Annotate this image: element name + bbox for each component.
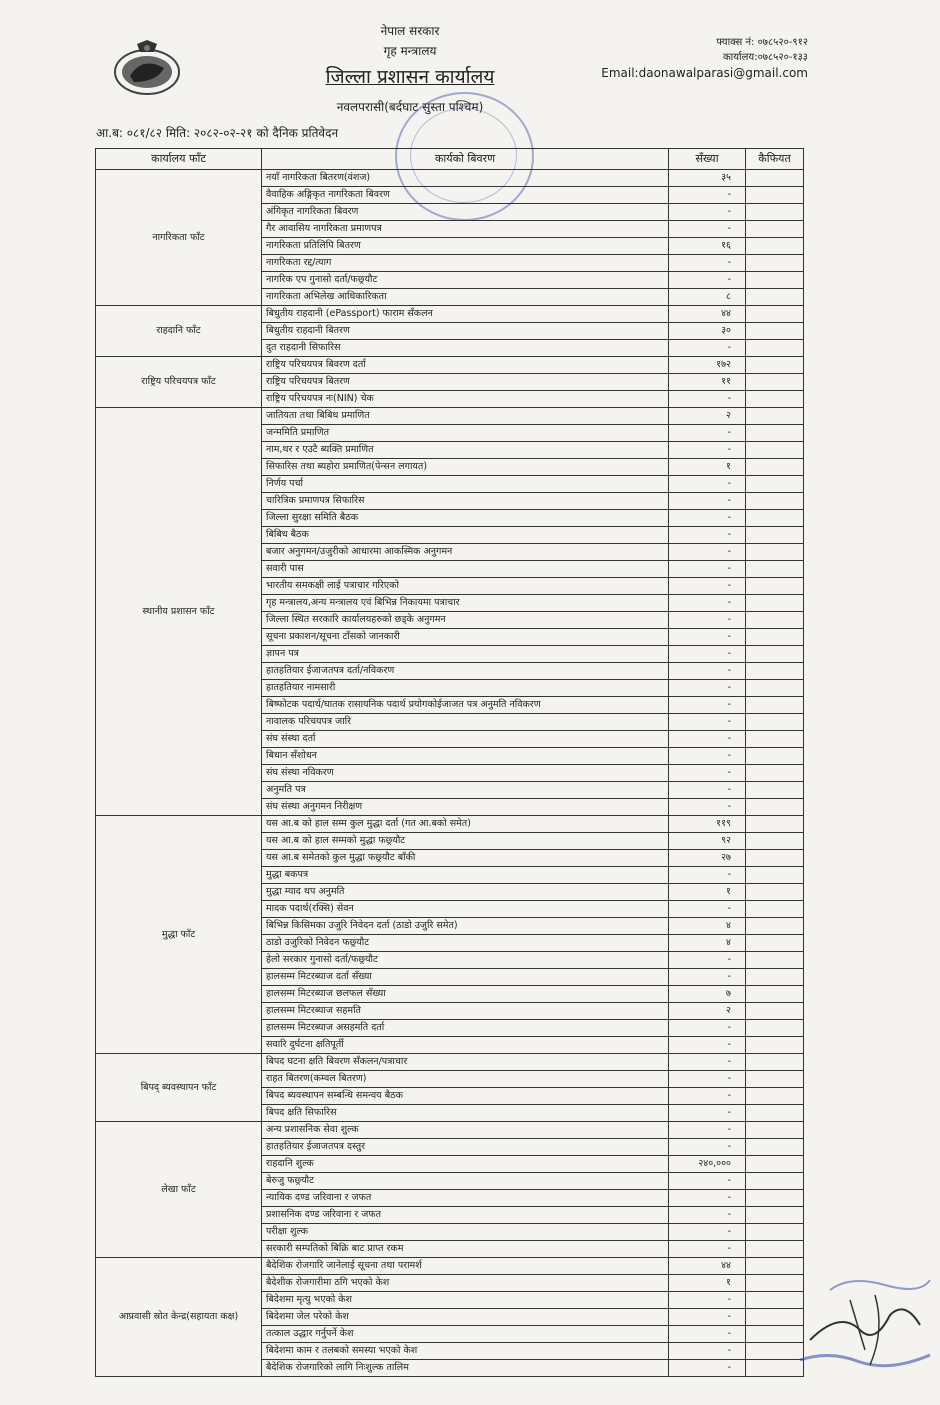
- count-cell: -: [669, 1139, 746, 1156]
- remarks-cell: [746, 1241, 804, 1258]
- task-description-cell: हालसम्म मिटरब्याज छलफल सँख्या: [262, 986, 669, 1003]
- task-description-cell: संघ संस्था अनुगमन निरीक्षण: [262, 799, 669, 816]
- count-cell: -: [669, 612, 746, 629]
- remarks-cell: [746, 425, 804, 442]
- count-cell: -: [669, 544, 746, 561]
- remarks-cell: [746, 340, 804, 357]
- remarks-cell: [746, 561, 804, 578]
- remarks-cell: [746, 697, 804, 714]
- remarks-cell: [746, 833, 804, 850]
- table-row: [96, 816, 804, 833]
- count-cell: -: [669, 1071, 746, 1088]
- table-row: [96, 306, 804, 323]
- count-cell: -: [669, 187, 746, 204]
- remarks-cell: [746, 578, 804, 595]
- department-cell: नागरिकता फाँट: [96, 170, 262, 306]
- task-description-cell: बिपद घटना क्षति बिवरण सँकलन/पत्राचार: [262, 1054, 669, 1071]
- task-description-cell: नागरिकता प्रतिलिपि बितरण: [262, 238, 669, 255]
- remarks-cell: [746, 510, 804, 527]
- remarks-cell: [746, 663, 804, 680]
- task-description-cell: बिधुतीय राहदानी (ePassport) फाराम सँकलन: [262, 306, 669, 323]
- count-cell: २: [669, 408, 746, 425]
- count-cell: -: [669, 765, 746, 782]
- remarks-cell: [746, 986, 804, 1003]
- count-cell: -: [669, 1326, 746, 1343]
- department-cell: लेखा फाँट: [96, 1122, 262, 1258]
- fax-number: फ्याक्स नं: ०७८५२०-९१२: [716, 37, 808, 48]
- count-cell: -: [669, 578, 746, 595]
- count-cell: ११९: [669, 816, 746, 833]
- task-description-cell: अन्य प्रशासनिक सेवा शुल्क: [262, 1122, 669, 1139]
- count-cell: ३५: [669, 170, 746, 187]
- task-description-cell: अंगिकृत नागरिकता बिवरण: [262, 204, 669, 221]
- task-description-cell: सरकारी सम्पतिको बिक्रि बाट प्राप्त रकम: [262, 1241, 669, 1258]
- remarks-cell: [746, 612, 804, 629]
- count-cell: २: [669, 1003, 746, 1020]
- count-cell: ७: [669, 986, 746, 1003]
- count-cell: १७२: [669, 357, 746, 374]
- department-cell: बिपद् ब्यवस्थापन फाँट: [96, 1054, 262, 1122]
- task-description-cell: बिधान सँशोधन: [262, 748, 669, 765]
- remarks-cell: [746, 884, 804, 901]
- column-header-department: कार्यालय फाँट: [96, 149, 262, 170]
- remarks-cell: [746, 765, 804, 782]
- task-description-cell: बिपद ब्यवस्थापन सम्बन्धि समन्वय बैठक: [262, 1088, 669, 1105]
- task-description-cell: बजार अनुगमन/उजुरीको आधारमा आकस्मिक अनुगमन: [262, 544, 669, 561]
- count-cell: ४४: [669, 306, 746, 323]
- remarks-cell: [746, 1020, 804, 1037]
- task-description-cell: मादक पदार्थ(रक्सि) सेवन: [262, 901, 669, 918]
- count-cell: -: [669, 1037, 746, 1054]
- count-cell: -: [669, 1241, 746, 1258]
- remarks-cell: [746, 867, 804, 884]
- task-description-cell: तत्काल उद्धार गर्नुपर्ने केश: [262, 1326, 669, 1343]
- remarks-cell: [746, 442, 804, 459]
- ministry-name: गृह मन्त्रालय: [383, 44, 437, 58]
- task-description-cell: सिफारिस तथा ब्यहोरा प्रमाणित(पेन्सन लगायत): [262, 459, 669, 476]
- task-description-cell: नागरिकता अभिलेख आधिकारिकता: [262, 289, 669, 306]
- remarks-cell: [746, 306, 804, 323]
- table-row: [96, 1122, 804, 1139]
- count-cell: -: [669, 391, 746, 408]
- report-title: आ.ब: ०८१/८२ मिति: २०८२-०२-२१ को दैनिक प्रतिवेदन: [96, 126, 339, 140]
- task-description-cell: बिदेशमा मृत्यु भएको केश: [262, 1292, 669, 1309]
- task-description-cell: राष्ट्रिय परिचयपत्र बिवरण दर्ता: [262, 357, 669, 374]
- remarks-cell: [746, 1207, 804, 1224]
- count-cell: -: [669, 697, 746, 714]
- task-description-cell: राष्ट्रिय परिचयपत्र बितरण: [262, 374, 669, 391]
- column-header-remarks: कैफियत: [746, 149, 804, 170]
- task-description-cell: मुद्धा म्याद थप अनुमति: [262, 884, 669, 901]
- count-cell: २७: [669, 850, 746, 867]
- count-cell: ११: [669, 374, 746, 391]
- task-description-cell: राहत बितरण(कम्वल बितरण): [262, 1071, 669, 1088]
- count-cell: -: [669, 595, 746, 612]
- count-cell: ४: [669, 935, 746, 952]
- remarks-cell: [746, 408, 804, 425]
- task-description-cell: बिबिध बैठक: [262, 527, 669, 544]
- remarks-cell: [746, 782, 804, 799]
- remarks-cell: [746, 952, 804, 969]
- count-cell: १: [669, 1275, 746, 1292]
- task-description-cell: हेलो सरकार गुनासो दर्ता/फछ्र्यौट: [262, 952, 669, 969]
- task-description-cell: वैवाहिक अङ्गिकृत नागरिकता बिवरण: [262, 187, 669, 204]
- count-cell: -: [669, 1054, 746, 1071]
- remarks-cell: [746, 289, 804, 306]
- count-cell: -: [669, 1173, 746, 1190]
- task-description-cell: सूचना प्रकाशन/सूचना टाँसको जानकारी: [262, 629, 669, 646]
- task-description-cell: परीक्षा शुल्क: [262, 1224, 669, 1241]
- count-cell: -: [669, 1224, 746, 1241]
- task-description-cell: संघ संस्था नविकरण: [262, 765, 669, 782]
- office-phone: कार्यालय:०७८५२०-१३३: [722, 52, 808, 63]
- task-description-cell: जन्ममिति प्रमाणित: [262, 425, 669, 442]
- remarks-cell: [746, 476, 804, 493]
- remarks-cell: [746, 391, 804, 408]
- remarks-cell: [746, 357, 804, 374]
- count-cell: १: [669, 459, 746, 476]
- remarks-cell: [746, 238, 804, 255]
- task-description-cell: बैदेशीक रोजगारीमा ठगि भएको केश: [262, 1275, 669, 1292]
- task-description-cell: गैर आवासिय नागरिकता प्रमाणपत्र: [262, 221, 669, 238]
- department-cell: राहदानि फाँट: [96, 306, 262, 357]
- task-description-cell: ठाडो उजुरिको निवेदन फछ्र्यौट: [262, 935, 669, 952]
- count-cell: -: [669, 867, 746, 884]
- count-cell: २४०,०००: [669, 1156, 746, 1173]
- count-cell: -: [669, 629, 746, 646]
- count-cell: -: [669, 493, 746, 510]
- count-cell: -: [669, 255, 746, 272]
- remarks-cell: [746, 969, 804, 986]
- remarks-cell: [746, 493, 804, 510]
- task-description-cell: बिदेशमा जेल परेको केश: [262, 1309, 669, 1326]
- count-cell: -: [669, 1020, 746, 1037]
- task-description-cell: निर्णय पर्चा: [262, 476, 669, 493]
- department-cell: आप्रवासी स्रोत केन्द्र(सहायता कक्ष): [96, 1258, 262, 1377]
- count-cell: -: [669, 782, 746, 799]
- count-cell: -: [669, 969, 746, 986]
- task-description-cell: राहदानि शुल्क: [262, 1156, 669, 1173]
- remarks-cell: [746, 680, 804, 697]
- task-description-cell: यस आ.ब समेतको कुल मुद्धा फछ्र्यौट बाँकी: [262, 850, 669, 867]
- district-name: नवलपरासी(बर्दघाट सुस्ता पश्चिम): [336, 100, 484, 114]
- task-description-cell: संघ संस्था दर्ता: [262, 731, 669, 748]
- remarks-cell: [746, 816, 804, 833]
- table-body: [96, 170, 804, 1377]
- task-description-cell: चारित्रिक प्रमाणपत्र सिफारिस: [262, 493, 669, 510]
- task-description-cell: सवारी पास: [262, 561, 669, 578]
- remarks-cell: [746, 714, 804, 731]
- remarks-cell: [746, 1224, 804, 1241]
- task-description-cell: मुद्धा बकपत्र: [262, 867, 669, 884]
- remarks-cell: [746, 170, 804, 187]
- remarks-cell: [746, 748, 804, 765]
- task-description-cell: बिष्फोटक पदार्थ/घातक रासायनिक पदार्थ प्रयोगकोईजाजत पत्र अनुमति नविकरण: [262, 697, 669, 714]
- remarks-cell: [746, 374, 804, 391]
- remarks-cell: [746, 527, 804, 544]
- count-cell: -: [669, 1343, 746, 1360]
- task-description-cell: हातहतियार नामसारी: [262, 680, 669, 697]
- remarks-cell: [746, 799, 804, 816]
- count-cell: ४४: [669, 1258, 746, 1275]
- table-row: [96, 408, 804, 425]
- remarks-cell: [746, 1037, 804, 1054]
- count-cell: -: [669, 901, 746, 918]
- task-description-cell: न्यायिक दण्ड जरिवाना र जफत: [262, 1190, 669, 1207]
- task-description-cell: नागरिक एप गुनासो दर्ता/फछ्र्यौट: [262, 272, 669, 289]
- count-cell: ९२: [669, 833, 746, 850]
- task-description-cell: हालसम्म मिटरब्याज असहमति दर्ता: [262, 1020, 669, 1037]
- count-cell: -: [669, 1105, 746, 1122]
- daily-report-table: [95, 148, 804, 1377]
- count-cell: -: [669, 1190, 746, 1207]
- count-cell: -: [669, 1088, 746, 1105]
- count-cell: -: [669, 799, 746, 816]
- nepal-government-emblem: [112, 38, 182, 98]
- remarks-cell: [746, 629, 804, 646]
- contact-block: [588, 35, 808, 81]
- count-cell: -: [669, 680, 746, 697]
- task-description-cell: सवारि दुर्घटना क्षतिपूर्ती: [262, 1037, 669, 1054]
- remarks-cell: [746, 459, 804, 476]
- task-description-cell: हालसम्म मिटरब्याज दर्ता सँख्या: [262, 969, 669, 986]
- task-description-cell: यस आ.ब को हाल सम्मको मुद्धा फछ्र्यौट: [262, 833, 669, 850]
- task-description-cell: हातहतियार ईजाजतपत्र दर्ता/नविकरण: [262, 663, 669, 680]
- count-cell: -: [669, 442, 746, 459]
- remarks-cell: [746, 544, 804, 561]
- task-description-cell: नाम,थर र एउटै ब्यक्ति प्रमाणित: [262, 442, 669, 459]
- count-cell: -: [669, 663, 746, 680]
- remarks-cell: [746, 1173, 804, 1190]
- task-description-cell: बैदेशिक रोजगारि जानेलाई सूचना तथा परामर्श: [262, 1258, 669, 1275]
- count-cell: -: [669, 646, 746, 663]
- remarks-cell: [746, 221, 804, 238]
- remarks-cell: [746, 1003, 804, 1020]
- government-name: नेपाल सरकार: [380, 24, 440, 38]
- count-cell: -: [669, 1207, 746, 1224]
- task-description-cell: गृह मन्त्रालय,अन्य मन्त्रालय एवं बिभिन्न निकायमा पत्राचार: [262, 595, 669, 612]
- remarks-cell: [746, 1088, 804, 1105]
- department-cell: स्थानीय प्रशासन फाँट: [96, 408, 262, 816]
- task-description-cell: नयाँ नागरिकता बितरण(वंशज): [262, 170, 669, 187]
- remarks-cell: [746, 1071, 804, 1088]
- count-cell: ४: [669, 918, 746, 935]
- task-description-cell: नावालक परिचयपत्र जारि: [262, 714, 669, 731]
- count-cell: १: [669, 884, 746, 901]
- count-cell: -: [669, 731, 746, 748]
- task-description-cell: हातहतियार ईजाजतपत्र दस्तुर: [262, 1139, 669, 1156]
- column-header-count: सँख्या: [669, 149, 746, 170]
- remarks-cell: [746, 1156, 804, 1173]
- count-cell: १६: [669, 238, 746, 255]
- count-cell: -: [669, 561, 746, 578]
- task-description-cell: बिपद क्षति सिफारिस: [262, 1105, 669, 1122]
- remarks-cell: [746, 646, 804, 663]
- task-description-cell: बैदेशिक रोजगारिको लागि निःशुल्क तालिम: [262, 1360, 669, 1377]
- task-description-cell: नागरिकता रद्द/त्याग: [262, 255, 669, 272]
- remarks-cell: [746, 1054, 804, 1071]
- table-header-row: [96, 149, 804, 170]
- remarks-cell: [746, 901, 804, 918]
- count-cell: -: [669, 748, 746, 765]
- count-cell: -: [669, 952, 746, 969]
- count-cell: ३०: [669, 323, 746, 340]
- count-cell: -: [669, 204, 746, 221]
- remarks-cell: [746, 1190, 804, 1207]
- task-description-cell: बिधुतीय राहदानी बितरण: [262, 323, 669, 340]
- remarks-cell: [746, 1122, 804, 1139]
- count-cell: -: [669, 221, 746, 238]
- remarks-cell: [746, 918, 804, 935]
- remarks-cell: [746, 731, 804, 748]
- remarks-cell: [746, 204, 804, 221]
- remarks-cell: [746, 272, 804, 289]
- count-cell: -: [669, 510, 746, 527]
- count-cell: -: [669, 1292, 746, 1309]
- count-cell: -: [669, 272, 746, 289]
- count-cell: -: [669, 1360, 746, 1377]
- count-cell: -: [669, 1309, 746, 1326]
- department-cell: मुद्धा फाँट: [96, 816, 262, 1054]
- office-name: जिल्ला प्रशासन कार्यालय: [325, 66, 495, 88]
- department-cell: राष्ट्रिय परिचयपत्र फाँट: [96, 357, 262, 408]
- count-cell: -: [669, 340, 746, 357]
- table-row: [96, 357, 804, 374]
- table-row: [96, 1054, 804, 1071]
- remarks-cell: [746, 323, 804, 340]
- task-description-cell: दुत राहदानी सिफारिस: [262, 340, 669, 357]
- remarks-cell: [746, 595, 804, 612]
- task-description-cell: जिल्ला सुरक्षा समिति बैठक: [262, 510, 669, 527]
- task-description-cell: बेरुजु फछ्र्यौट: [262, 1173, 669, 1190]
- remarks-cell: [746, 187, 804, 204]
- count-cell: ८: [669, 289, 746, 306]
- count-cell: -: [669, 714, 746, 731]
- task-description-cell: भारतीय समकक्षी लाई पत्राचार गरिएको: [262, 578, 669, 595]
- task-description-cell: राष्ट्रिय परिचयपत्र नः(NIN) चेक: [262, 391, 669, 408]
- task-description-cell: ज्ञापन पत्र: [262, 646, 669, 663]
- remarks-cell: [746, 935, 804, 952]
- task-description-cell: यस आ.ब को हाल सम्म कुल मुद्धा दर्ता (गत आ.बको समेत): [262, 816, 669, 833]
- task-description-cell: अनुमति पत्र: [262, 782, 669, 799]
- table-row: [96, 170, 804, 187]
- remarks-cell: [746, 850, 804, 867]
- column-header-description: कार्यको बिवरण: [262, 149, 669, 170]
- remarks-cell: [746, 1105, 804, 1122]
- email-address: Email:daonawalparasi@gmail.com: [601, 66, 808, 80]
- count-cell: -: [669, 476, 746, 493]
- officer-signature-stamp: [790, 1270, 940, 1380]
- task-description-cell: प्रशासनिक दण्ड जरिवाना र जफत: [262, 1207, 669, 1224]
- task-description-cell: जिल्ला स्थित सरकारि कार्यालयहरुको छड्के अनुगमन: [262, 612, 669, 629]
- count-cell: -: [669, 425, 746, 442]
- count-cell: -: [669, 527, 746, 544]
- remarks-cell: [746, 255, 804, 272]
- count-cell: -: [669, 1122, 746, 1139]
- remarks-cell: [746, 1139, 804, 1156]
- table-row: [96, 1258, 804, 1275]
- task-description-cell: जातियता तथा बिबिध प्रमाणित: [262, 408, 669, 425]
- task-description-cell: बिदेशमा काम र तलबको समस्या भएको केश: [262, 1343, 669, 1360]
- task-description-cell: बिभिन्न किसिमका उजुरि निवेदन दर्ता (ठाडो उजुरि समेत): [262, 918, 669, 935]
- task-description-cell: हालसम्म मिटरब्याज सहमति: [262, 1003, 669, 1020]
